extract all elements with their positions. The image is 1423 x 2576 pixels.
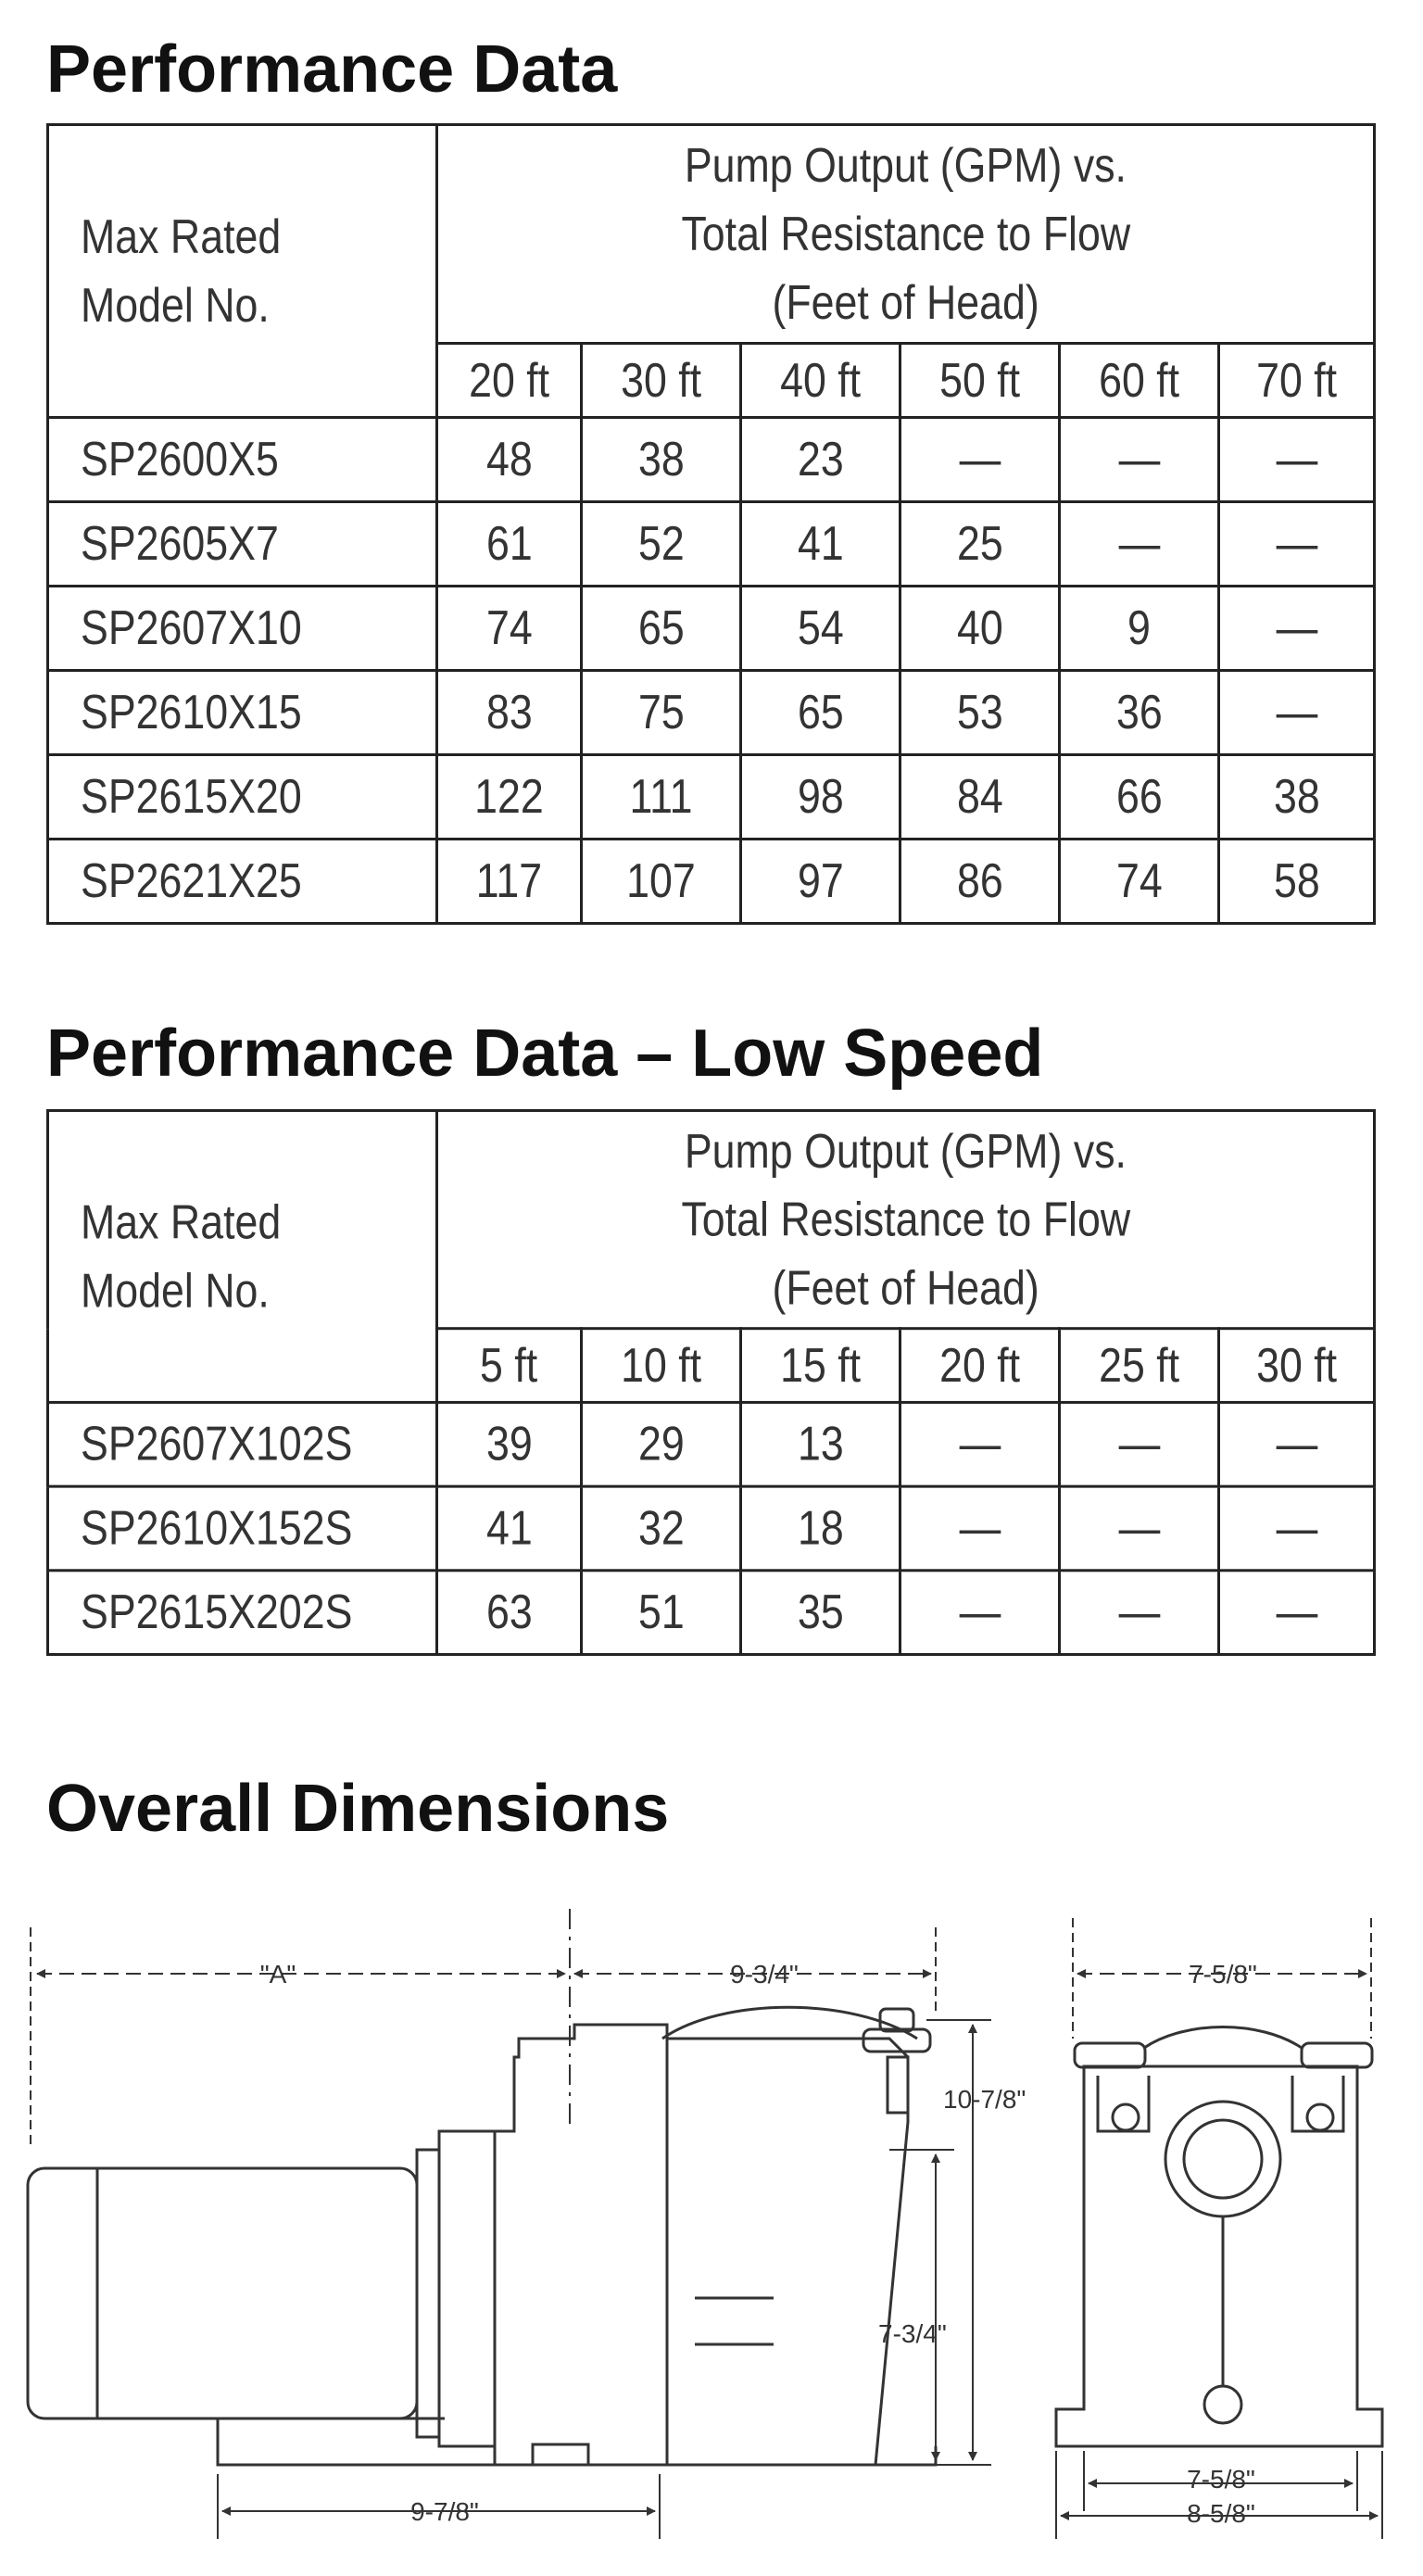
dim-width-top-label: 9-3/4" [730,1960,799,1989]
pump-base [218,2418,936,2465]
table-row [48,1486,1375,1571]
head-cell: 15 ft [741,1329,900,1403]
head-cell: 10 ft [582,1329,741,1403]
value-cell: — [1219,671,1375,755]
value-cell: 32 [582,1486,741,1571]
value-cell: 51 [582,1571,741,1655]
value-cell: 63 [437,1571,582,1655]
lid-knob [863,2029,930,2052]
table-row [48,1571,1375,1655]
value-cell: 25 [900,502,1060,587]
model-cell: SP2610X152S [48,1486,437,1571]
output-column-header [437,1110,1375,1328]
model-cell: SP2615X20 [48,755,437,840]
output-header-line2: Total Resistance to Flow [681,1193,1130,1246]
inlet-port-inner [1184,2120,1262,2198]
head-cell: 60 ft [1060,344,1219,418]
value-cell: 48 [437,418,582,502]
value-cell: 18 [741,1486,900,1571]
value-cell: 58 [1219,840,1375,924]
drain-plug [888,2057,908,2113]
value-cell: 97 [741,840,900,924]
dim-base-outer-label: 8-5/8" [1187,2499,1255,2528]
output-header-line1: Pump Output (GPM) vs. [684,138,1127,193]
value-cell: 41 [437,1486,582,1571]
value-cell: 122 [437,755,582,840]
head-cell: 5 ft [437,1329,582,1403]
value-cell: — [1219,502,1375,587]
dim-height-label: 10-7/8" [943,2085,1026,2114]
value-cell: 40 [900,587,1060,671]
seal-plate [439,2131,495,2446]
end-view-bolt-left [1113,2104,1139,2130]
end-view-knob-left [1075,2043,1145,2067]
performance-table [46,123,1376,925]
pump-side-view [28,2007,936,2465]
table-row [48,840,1375,924]
value-cell: 36 [1060,671,1219,755]
value-cell: 38 [582,418,741,502]
table-row [48,1402,1375,1486]
value-cell: 23 [741,418,900,502]
dim-side-width-label: 7-5/8" [1189,1960,1257,1989]
value-cell: 38 [1219,755,1375,840]
motor-flange [417,2150,439,2437]
drain-cap [1204,2386,1241,2423]
end-view-bolt-right [1307,2104,1333,2130]
model-header-line2: Model No. [81,278,270,333]
end-view-knob-right [1302,2043,1372,2067]
end-view-lid [1144,2027,1302,2049]
output-header-line3: (Feet of Head) [772,1260,1039,1315]
head-cell: 20 ft [437,344,582,418]
value-cell: 9 [1060,587,1219,671]
dim-a-label: "A" [259,1960,296,1989]
pump-end-view [1056,2027,1382,2447]
model-cell: SP2600X5 [48,418,437,502]
model-header-line1: Max Rated [81,209,282,264]
model-header-line1: Max Rated [81,1195,282,1249]
value-cell: 111 [582,755,741,840]
dimensions-title: Overall Dimensions [46,1772,670,1846]
value-cell: 98 [741,755,900,840]
table-row [48,587,1375,671]
value-cell: — [1060,1402,1219,1486]
value-cell: — [1219,1571,1375,1655]
value-cell: 52 [582,502,741,587]
model-cell: SP2607X102S [48,1402,437,1486]
value-cell: — [1060,1571,1219,1655]
model-cell: SP2605X7 [48,502,437,587]
model-column-header [48,1110,437,1402]
value-cell: 35 [741,1571,900,1655]
model-header-line2: Model No. [81,1263,270,1318]
side-dimension-lines [31,1909,991,2539]
output-header-line1: Pump Output (GPM) vs. [684,1124,1127,1179]
end-view-body [1056,2066,1382,2446]
value-cell: 66 [1060,755,1219,840]
value-cell: — [1219,1486,1375,1571]
value-cell: 74 [1060,840,1219,924]
head-cell: 20 ft [900,1329,1060,1403]
dim-inlet-height-label: 7-3/4" [878,2319,947,2348]
dim-base-length-label: 9-7/8" [410,2497,479,2526]
model-cell: SP2610X15 [48,671,437,755]
value-cell: — [900,1402,1060,1486]
output-column-header [437,125,1375,344]
value-cell: — [1219,587,1375,671]
pump-body [495,2025,908,2465]
value-cell: — [1060,502,1219,587]
value-cell: 117 [437,840,582,924]
value-cell: 83 [437,671,582,755]
value-cell: 84 [900,755,1060,840]
head-cell: 30 ft [582,344,741,418]
value-cell: — [1060,418,1219,502]
value-cell: 65 [582,587,741,671]
value-cell: 29 [582,1402,741,1486]
low-speed-table [46,1109,1376,1656]
dim-base-inner-label: 7-5/8" [1187,2465,1255,2494]
value-cell: 41 [741,502,900,587]
value-cell: 54 [741,587,900,671]
value-cell: 39 [437,1402,582,1486]
motor-housing [28,2168,417,2418]
value-cell: 107 [582,840,741,924]
value-cell: — [1060,1486,1219,1571]
value-cell: — [900,1486,1060,1571]
output-header-line2: Total Resistance to Flow [681,207,1130,261]
low-speed-title: Performance Data – Low Speed [46,1017,1044,1091]
value-cell: — [1219,418,1375,502]
output-header-line3: (Feet of Head) [772,275,1039,330]
value-cell: — [1219,1402,1375,1486]
head-cell: 40 ft [741,344,900,418]
model-cell: SP2607X10 [48,587,437,671]
model-column-header [48,125,437,418]
base-foot [533,2444,588,2465]
value-cell: — [900,418,1060,502]
table-row [48,418,1375,502]
value-cell: 74 [437,587,582,671]
value-cell: 53 [900,671,1060,755]
model-cell: SP2621X25 [48,840,437,924]
head-cell: 25 ft [1060,1329,1219,1403]
value-cell: — [900,1571,1060,1655]
model-cell: SP2615X202S [48,1571,437,1655]
head-cell: 70 ft [1219,344,1375,418]
value-cell: 61 [437,502,582,587]
pump-dimension-drawing [0,1872,1423,2557]
table-row [48,755,1375,840]
performance-title: Performance Data [46,32,618,107]
table-row [48,502,1375,587]
head-cell: 50 ft [900,344,1060,418]
value-cell: 75 [582,671,741,755]
table-row [48,671,1375,755]
value-cell: 13 [741,1402,900,1486]
head-cell: 30 ft [1219,1329,1375,1403]
value-cell: 86 [900,840,1060,924]
value-cell: 65 [741,671,900,755]
